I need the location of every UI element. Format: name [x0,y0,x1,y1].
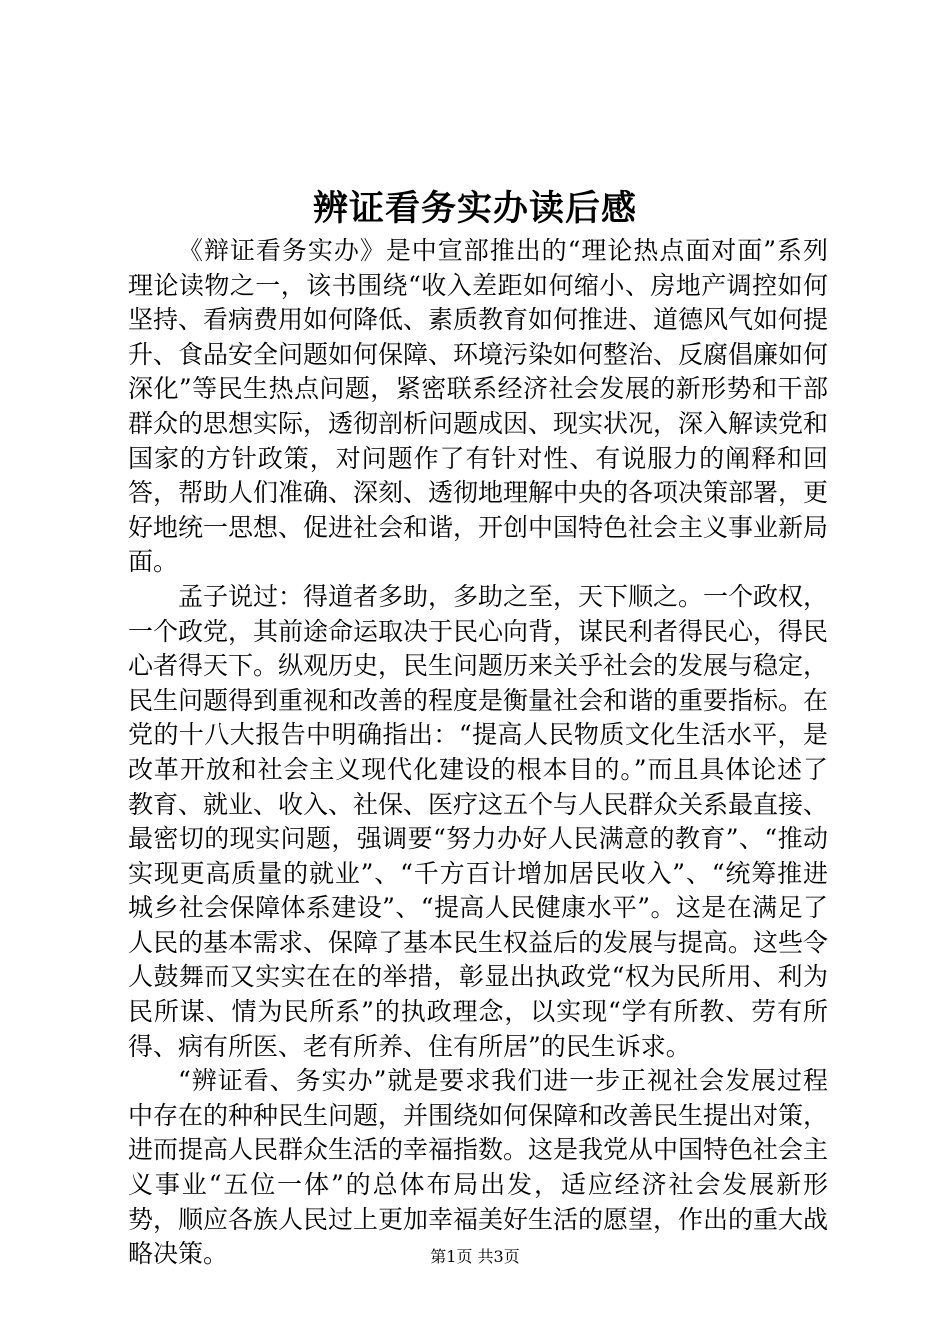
paragraph-1: 《辩证看务实办》是中宣部推出的“理论热点面对面”系列理论读物之一，该书围绕“收入差距如何缩小、房地产调控如何坚持、看病费用如何降低、素质教育如何推进、道德风气如何提升、食品安全问题如何保障、环境污染如何整治、反腐倡廉如何深化”等民生热点问题，紧密联系经济社会发展的新形势和干部群众的思想实际，透彻剖析问题成因、现实状况，深入解读党和国家的方针政策，对问题作了有针对性、有说服力的阐释和回答，帮助人们准确、深刻、透彻地理解中央的各项决策部署，更好地统一思想、促进社会和谐，开创中国特色社会主义事业新局面。 [128,236,829,577]
document-body [128,234,828,1272]
page-number-footer: 第1页 共3页 [430,1247,520,1266]
paragraph-3: “辨证看、务实办”就是要求我们进一步正视社会发展过程中存在的种种民生问题，并围绕如何保障和改善民生提出对策，进而提高人民群众生活的幸福指数。这是我党从中国特色社会主义事业“五位一体”的总体布局出发，适应经济社会发展新形势，顺应各族人民过上更加幸福美好生活的愿望，作出的重大战略决策。 [128,1066,829,1269]
document-title: 辨证看务实办读后感 [312,188,637,229]
paragraph-2: 孟子说过：得道者多助，多助之至，天下顺之。一个政权，一个政党，其前途命运取决于民心向背，谋民利者得民心，得民心者得天下。纵观历史，民生问题历来关乎社会的发展与稳定，民生问题得到重视和改善的程度是衡量社会和谐的重要指标。在党的十八大报告中明确指出：“提高人民物质文化生活水平，是改革开放和社会主义现代化建设的根本目的。”而且具体论述了教育、就业、收入、社保、医疗这五个与人民群众关系最直接、最密切的现实问题，强调要“努力办好人民满意的教育”、“推动实现更高质量的就业”、“千方百计增加居民收入”、“统筹推进城乡社会保障体系建设”、“提高人民健康水平”。这是在满足了人民的基本需求、保障了基本民生权益后的发展与提高。这些令人鼓舞而又实实在在的举措，彰显出执政党“权为民所用、利为民所谋、情为民所系”的执政理念，以实现“学有所教、劳有所得、病有所医、老有所养、住有所居”的民生诉求。 [128,581,829,1061]
